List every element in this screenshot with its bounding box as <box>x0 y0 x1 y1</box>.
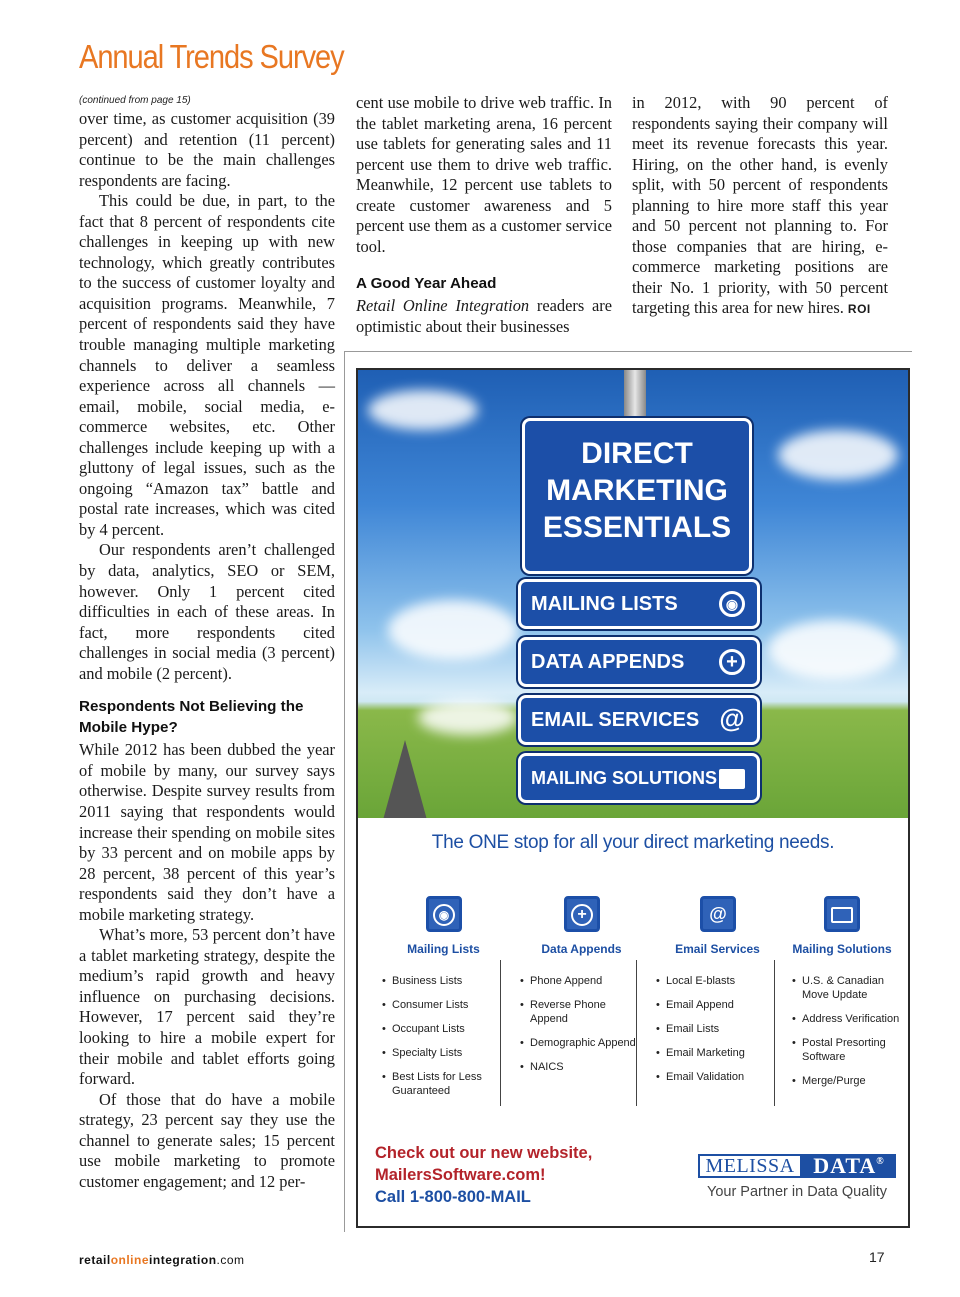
list-item: • Email Lists <box>654 1022 745 1036</box>
service-name: Email Services <box>675 942 760 956</box>
paragraph: While 2012 has been dubbed the year of mobile by many, our survey says otherwise. Despite survey results from 2011 saying that respondents would increase their spending on mobile sites by 33 percent and on mobile apps by 28 percent, 38 percent of this year’s respondents said they don’t have a mobile marketing strategy. <box>79 740 335 924</box>
service-list <box>790 974 900 1098</box>
service-name: Mailing Lists <box>407 942 480 956</box>
list-item: • U.S. & Canadian Move Update <box>790 974 900 1002</box>
list-item: • NAICS <box>518 1060 645 1074</box>
sign-line: DIRECT <box>581 437 693 470</box>
paragraph: over time, as customer acquisition (39 percent) and retention (11 percent) continue to be the main challenges respondents are facing. <box>79 109 335 190</box>
paragraph: This could be due, in part, to the fact that 8 percent of respondents cite challenges in keeping up with new technology, which greatly contributes to the success of customer loyalty and acquisition programs. Meanwhile, 7 percent of respondents said they have trouble managing multiple marketing channels to deliver a seamless experience across all channels — email, mobile, social media, e-commerce websites, etc. Other challenges include keeping up with a gluttony of legal issues, such as the ongoing “Amazon tax” battle and postal rate increases, which was cited by 4 percent. <box>79 191 335 539</box>
list-item: • Address Verification <box>790 1012 900 1026</box>
service-divider <box>500 960 501 1106</box>
ad-tagline: The ONE stop for all your direct marketing needs. <box>431 832 835 853</box>
subheading-good-year: A Good Year Ahead <box>356 275 497 293</box>
envelope-icon <box>719 769 745 789</box>
list-item: • Email Validation <box>654 1070 745 1084</box>
service-divider <box>636 960 637 1106</box>
ad-photo-road-signs <box>358 370 908 818</box>
sign-line: MARKETING <box>546 474 728 507</box>
road <box>383 740 427 818</box>
list-item: • Best Lists for Less Guaranteed <box>380 1070 507 1098</box>
sign-label: EMAIL SERVICES <box>531 709 700 731</box>
article-column-1 <box>79 94 335 1192</box>
sign-mailing-lists <box>518 579 760 629</box>
list-item: • Postal Presorting Software <box>790 1036 900 1064</box>
service-name: Mailing Solutions <box>792 942 892 956</box>
plus-circle-icon: + <box>564 896 600 932</box>
service-list <box>654 974 745 1094</box>
cloud <box>768 620 898 680</box>
service-list <box>380 974 507 1108</box>
sign-label: MAILING LISTS <box>531 593 678 615</box>
service-divider <box>774 960 775 1106</box>
logo-data: DATA® <box>802 1154 896 1178</box>
ad-call-to-action <box>375 1142 592 1208</box>
cta-website-url[interactable]: MailersSoftware.com! <box>375 1166 546 1184</box>
page-number: 17 <box>869 1249 885 1265</box>
article-column-2 <box>356 93 612 337</box>
cta-phone: Call 1-800-800-MAIL <box>375 1188 531 1206</box>
sign-mailing-solutions <box>518 753 760 803</box>
logo-melissa: MELISSA <box>698 1154 802 1178</box>
list-item: • Phone Append <box>518 974 645 988</box>
target-icon: ◉ <box>426 896 462 932</box>
list-item: • Email Marketing <box>654 1046 745 1060</box>
cloud <box>368 390 478 430</box>
sign-label: DATA APPENDS <box>531 651 685 673</box>
cta-website-line: Check out our new website, <box>375 1144 593 1162</box>
paragraph <box>356 296 612 337</box>
sign-direct-marketing-essentials <box>522 418 752 574</box>
at-icon: @ <box>700 896 736 932</box>
service-list <box>518 974 645 1084</box>
paragraph <box>632 93 888 320</box>
sign-line: ESSENTIALS <box>542 511 732 544</box>
target-icon: ◉ <box>719 591 745 617</box>
list-item: • Email Append <box>654 998 745 1012</box>
list-item: • Occupant Lists <box>380 1022 507 1036</box>
cloud <box>388 600 518 660</box>
service-mailing-solutions <box>782 896 902 1106</box>
service-mailing-lists <box>372 896 507 1106</box>
sign-email-services <box>518 695 760 745</box>
list-item: • Local E-blasts <box>654 974 745 988</box>
plus-circle-icon: + <box>719 649 745 675</box>
section-title: Annual Trends Survey <box>79 38 344 75</box>
logo-tagline: Your Partner in Data Quality <box>706 1184 887 1200</box>
paragraph: What’s more, 53 percent don’t have a tablet marketing strategy, despite the medium’s rapid growth and heavy influence on purchasing decisions. However, 17 percent said they’re looking to hire a mobile expert for their mobile and tablet efforts going forward. <box>79 925 335 1089</box>
ad-top-rule <box>344 351 912 352</box>
service-data-appends <box>510 896 645 1106</box>
list-item: • Business Lists <box>380 974 507 988</box>
end-mark-roi: ROI <box>847 302 871 317</box>
article-column-3 <box>632 93 888 320</box>
paragraph: cent use mobile to drive web traffic. In the tablet marketing arena, 16 percent use tablets for generating sales and 11 percent use them to drive web traffic. Meanwhile, 12 percent use tablets to create customer awareness and 5 percent use them as a customer service tool. <box>356 93 612 256</box>
service-email-services <box>646 896 781 1106</box>
continued-note: (continued from page 15) <box>79 95 191 106</box>
list-item: • Merge/Purge <box>790 1074 900 1088</box>
footer-website: retailonlineintegration.com <box>79 1253 245 1267</box>
sign-pole <box>624 370 646 418</box>
list-item: • Specialty Lists <box>380 1046 507 1060</box>
list-item: • Demographic Append <box>518 1036 645 1050</box>
publication-name: Retail Online Integration <box>356 296 530 316</box>
envelope-icon <box>824 896 860 932</box>
sign-data-appends <box>518 637 760 687</box>
cloud <box>778 430 898 480</box>
registered-mark: ® <box>876 1156 885 1167</box>
advertisement <box>356 368 910 1228</box>
subheading-mobile-hype: Respondents Not Believing the Mobile Hype? <box>79 698 304 737</box>
service-name: Data Appends <box>541 942 622 956</box>
list-item: • Reverse Phone Append <box>518 998 645 1026</box>
list-item: • Consumer Lists <box>380 998 507 1012</box>
paragraph-text: in 2012, with 90 percent of respondents saying their company will meet its revenue forecasts this year. Hiring, on the other hand, is evenly split, with 50 percent of respondents planning to hire more staff this year and 50 percent not planning to. For those companies that are hiring, e-commerce marketing positions are their No. 1 priority, with 50 percent targeting this area for new hires. <box>632 93 888 318</box>
at-icon: @ <box>719 703 745 733</box>
paragraph-text: readers are optimistic about their businesses <box>356 296 612 336</box>
paragraph: Of those that do have a mobile strategy, 23 percent say they use the channel to generate sales; 15 percent use mobile marketing to promote customer engagement; and 12 per- <box>79 1089 335 1191</box>
cloud <box>418 700 518 735</box>
melissa-data-logo <box>698 1154 896 1178</box>
sign-label: MAILING SOLUTIONS <box>531 768 717 788</box>
paragraph: Our respondents aren’t challenged by data, analytics, SEO or SEM, however. Only 1 percent cited difficulties in each of these areas. In fact, more respondents cited challenges in social media (3 percent) and mobile (2 percent). <box>79 540 335 683</box>
column-divider <box>344 352 345 1232</box>
